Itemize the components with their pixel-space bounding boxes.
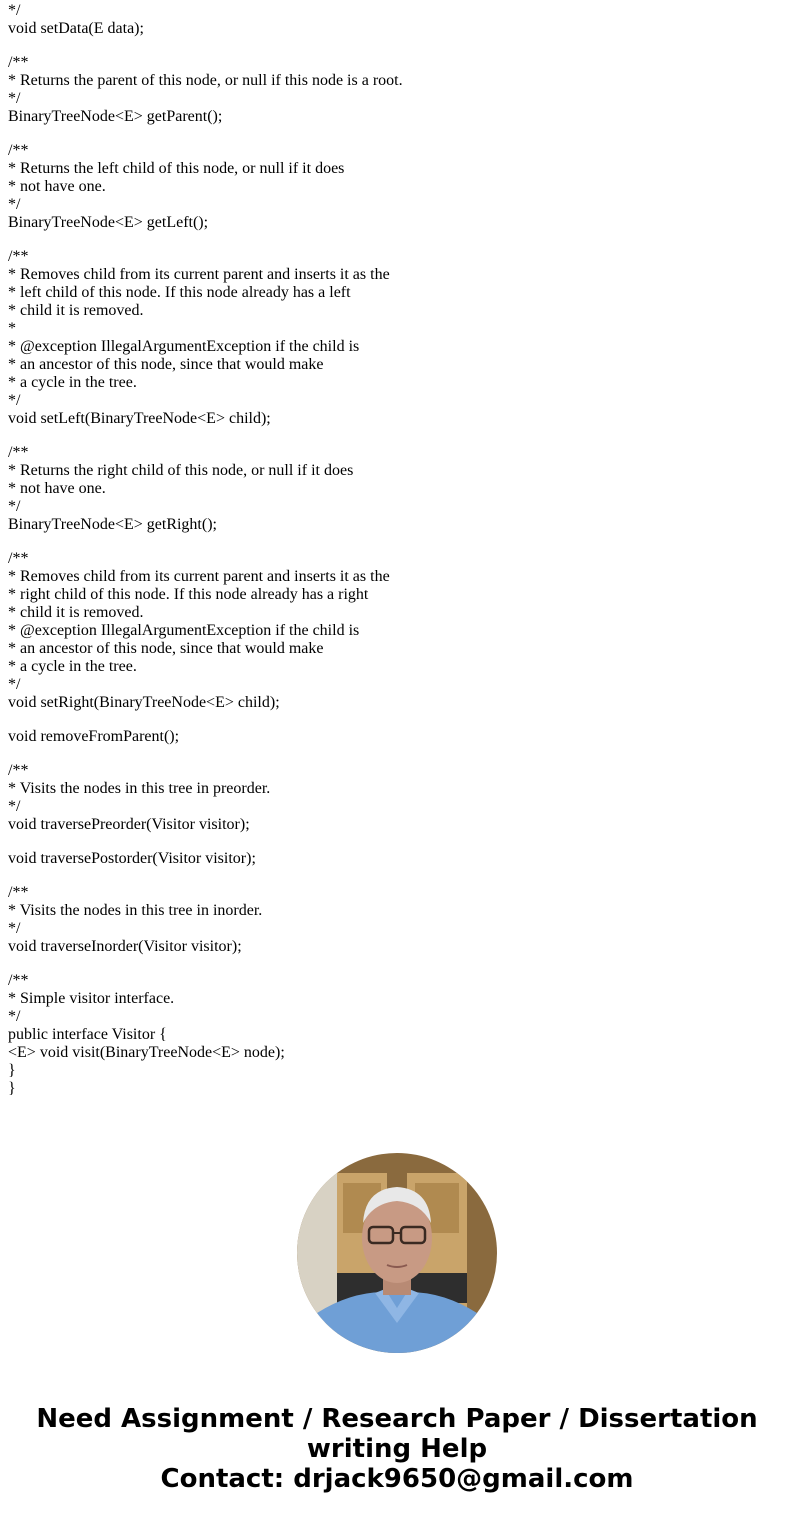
footer-line-2: writing Help (306, 1434, 488, 1464)
code-line: } (8, 1080, 16, 1097)
code-line: /** (8, 142, 29, 159)
code-line: * child it is removed. (8, 604, 144, 621)
code-line: void traversePreorder(Visitor visitor); (8, 816, 250, 833)
code-line: * a cycle in the tree. (8, 658, 137, 675)
code-line: * Removes child from its current parent and inserts it as the (8, 266, 390, 283)
code-line: /** (8, 54, 29, 71)
code-line: * not have one. (8, 480, 106, 497)
code-line: * Returns the parent of this node, or null if this node is a root. (8, 72, 403, 89)
code-line: */ (8, 2, 21, 19)
code-line (8, 868, 778, 884)
code-line: BinaryTreeNode<E> getParent(); (8, 108, 223, 125)
code-line: */ (8, 498, 21, 515)
code-line: * @exception IllegalArgumentException if the child is (8, 622, 360, 639)
code-line: void setData(E data); (8, 20, 144, 37)
code-line: * an ancestor of this node, since that would make (8, 640, 324, 657)
code-line (8, 232, 778, 248)
code-line: void removeFromParent(); (8, 728, 180, 745)
code-line: * child it is removed. (8, 302, 144, 319)
code-line: * Removes child from its current parent and inserts it as the (8, 568, 390, 585)
code-listing (8, 0, 778, 1098)
person-photo-icon (297, 1153, 497, 1353)
code-line: * right child of this node. If this node already has a right (8, 586, 369, 603)
code-line: */ (8, 676, 21, 693)
author-avatar (297, 1153, 497, 1353)
code-line: */ (8, 798, 21, 815)
code-line (8, 712, 778, 728)
code-line: * Visits the nodes in this tree in inorder. (8, 902, 263, 919)
code-line (8, 428, 778, 444)
code-line: /** (8, 972, 29, 989)
code-line: /** (8, 550, 29, 567)
contact-banner (0, 1404, 794, 1494)
code-line: * (8, 320, 16, 337)
code-line: */ (8, 392, 21, 409)
code-line: * @exception IllegalArgumentException if the child is (8, 338, 360, 355)
code-line: public interface Visitor { (8, 1026, 167, 1043)
code-line (8, 38, 778, 54)
code-line: void setRight(BinaryTreeNode<E> child); (8, 694, 280, 711)
code-line: /** (8, 248, 29, 265)
code-line: <E> void visit(BinaryTreeNode<E> node); (8, 1044, 285, 1061)
code-line: * Returns the right child of this node, or null if it does (8, 462, 354, 479)
code-line (8, 956, 778, 972)
code-line: * an ancestor of this node, since that would make (8, 356, 324, 373)
code-line (8, 534, 778, 550)
code-line: * left child of this node. If this node already has a left (8, 284, 351, 301)
code-line: BinaryTreeNode<E> getLeft(); (8, 214, 209, 231)
code-line: void setLeft(BinaryTreeNode<E> child); (8, 410, 271, 427)
footer-contact-line: Contact: drjack9650@gmail.com (160, 1464, 634, 1494)
code-line: /** (8, 884, 29, 901)
code-line: */ (8, 920, 21, 937)
code-line: */ (8, 196, 21, 213)
code-line: void traverseInorder(Visitor visitor); (8, 938, 242, 955)
code-line: BinaryTreeNode<E> getRight(); (8, 516, 217, 533)
footer-line-1: Need Assignment / Research Paper / Dissertation (36, 1404, 758, 1434)
code-line: * Simple visitor interface. (8, 990, 175, 1007)
code-line: */ (8, 90, 21, 107)
code-line: /** (8, 444, 29, 461)
code-line (8, 746, 778, 762)
code-line (8, 126, 778, 142)
code-line: * not have one. (8, 178, 106, 195)
code-line: void traversePostorder(Visitor visitor); (8, 850, 256, 867)
code-line: * Visits the nodes in this tree in preorder. (8, 780, 271, 797)
code-line: } (8, 1062, 16, 1079)
code-line: * Returns the left child of this node, or null if it does (8, 160, 345, 177)
code-line: */ (8, 1008, 21, 1025)
code-line (8, 834, 778, 850)
code-line: * a cycle in the tree. (8, 374, 137, 391)
code-line: /** (8, 762, 29, 779)
